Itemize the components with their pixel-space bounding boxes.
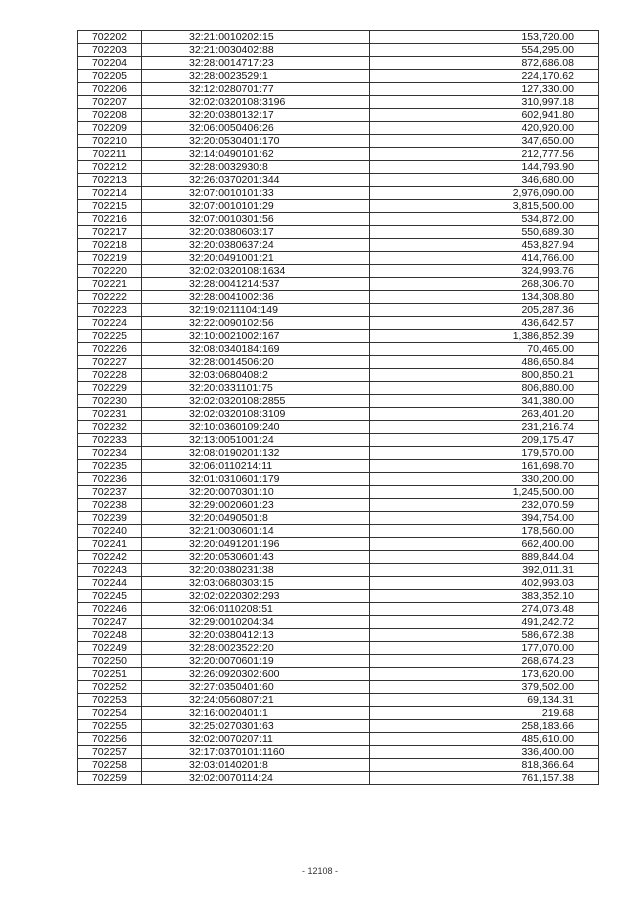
value-cell: 662,400.00 [370, 538, 599, 551]
table-row [78, 330, 599, 343]
cadastral-number-cell: 32:20:0491001:21 [142, 252, 370, 265]
table-row [78, 187, 599, 200]
record-id-cell: 702202 [78, 31, 142, 44]
record-id-cell: 702247 [78, 616, 142, 629]
record-id-cell: 702254 [78, 707, 142, 720]
value-cell: 534,872.00 [370, 213, 599, 226]
value-cell: 379,502.00 [370, 681, 599, 694]
record-id-cell: 702206 [78, 83, 142, 96]
value-cell: 268,306.70 [370, 278, 599, 291]
value-cell: 173,620.00 [370, 668, 599, 681]
value-cell: 177,070.00 [370, 642, 599, 655]
table-row [78, 278, 599, 291]
cadastral-number-cell: 32:28:0014506:20 [142, 356, 370, 369]
record-id-cell: 702255 [78, 720, 142, 733]
cadastral-number-cell: 32:02:0320108:2855 [142, 395, 370, 408]
cadastral-number-cell: 32:03:0680303:15 [142, 577, 370, 590]
cadastral-number-cell: 32:20:0380231:38 [142, 564, 370, 577]
record-id-cell: 702228 [78, 369, 142, 382]
table-row [78, 486, 599, 499]
registry-table-body [78, 31, 599, 785]
value-cell: 178,560.00 [370, 525, 599, 538]
record-id-cell: 702213 [78, 174, 142, 187]
table-row [78, 109, 599, 122]
value-cell: 1,245,500.00 [370, 486, 599, 499]
cadastral-number-cell: 32:22:0090102:56 [142, 317, 370, 330]
record-id-cell: 702226 [78, 343, 142, 356]
value-cell: 550,689.30 [370, 226, 599, 239]
table-row [78, 512, 599, 525]
cadastral-number-cell: 32:08:0190201:132 [142, 447, 370, 460]
value-cell: 453,827.94 [370, 239, 599, 252]
record-id-cell: 702232 [78, 421, 142, 434]
table-row [78, 616, 599, 629]
table-row [78, 434, 599, 447]
record-id-cell: 702250 [78, 655, 142, 668]
table-row [78, 304, 599, 317]
cadastral-number-cell: 32:02:0320108:3109 [142, 408, 370, 421]
value-cell: 554,295.00 [370, 44, 599, 57]
cadastral-number-cell: 32:28:0014717:23 [142, 57, 370, 70]
record-id-cell: 702236 [78, 473, 142, 486]
table-row [78, 96, 599, 109]
table-row [78, 720, 599, 733]
value-cell: 392,011.31 [370, 564, 599, 577]
cadastral-number-cell: 32:21:0030402:88 [142, 44, 370, 57]
value-cell: 127,330.00 [370, 83, 599, 96]
table-row [78, 174, 599, 187]
table-row [78, 733, 599, 746]
cadastral-number-cell: 32:29:0010204:34 [142, 616, 370, 629]
table-row [78, 200, 599, 213]
record-id-cell: 702259 [78, 772, 142, 785]
record-id-cell: 702230 [78, 395, 142, 408]
record-id-cell: 702220 [78, 265, 142, 278]
cadastral-number-cell: 32:28:0032930:8 [142, 161, 370, 174]
value-cell: 70,465.00 [370, 343, 599, 356]
cadastral-number-cell: 32:13:0051001:24 [142, 434, 370, 447]
cadastral-number-cell: 32:02:0070207:11 [142, 733, 370, 746]
value-cell: 414,766.00 [370, 252, 599, 265]
cadastral-number-cell: 32:06:0110208:51 [142, 603, 370, 616]
record-id-cell: 702253 [78, 694, 142, 707]
record-id-cell: 702207 [78, 96, 142, 109]
cadastral-number-cell: 32:29:0020601:23 [142, 499, 370, 512]
table-row [78, 395, 599, 408]
record-id-cell: 702219 [78, 252, 142, 265]
table-row [78, 408, 599, 421]
cadastral-number-cell: 32:20:0490501:8 [142, 512, 370, 525]
value-cell: 394,754.00 [370, 512, 599, 525]
cadastral-number-cell: 32:07:0010101:33 [142, 187, 370, 200]
value-cell: 818,366.64 [370, 759, 599, 772]
table-row [78, 499, 599, 512]
value-cell: 231,216.74 [370, 421, 599, 434]
table-row [78, 213, 599, 226]
table-row [78, 421, 599, 434]
value-cell: 153,720.00 [370, 31, 599, 44]
cadastral-number-cell: 32:20:0380132:17 [142, 109, 370, 122]
record-id-cell: 702216 [78, 213, 142, 226]
value-cell: 324,993.76 [370, 265, 599, 278]
value-cell: 336,400.00 [370, 746, 599, 759]
value-cell: 1,386,852.39 [370, 330, 599, 343]
value-cell: 212,777.56 [370, 148, 599, 161]
value-cell: 69,134.31 [370, 694, 599, 707]
cadastral-number-cell: 32:19:0211104:149 [142, 304, 370, 317]
table-row [78, 668, 599, 681]
cadastral-number-cell: 32:20:0380637:24 [142, 239, 370, 252]
value-cell: 258,183.66 [370, 720, 599, 733]
value-cell: 209,175.47 [370, 434, 599, 447]
cadastral-number-cell: 32:27:0350401:60 [142, 681, 370, 694]
table-row [78, 265, 599, 278]
value-cell: 224,170.62 [370, 70, 599, 83]
record-id-cell: 702231 [78, 408, 142, 421]
table-row [78, 226, 599, 239]
record-id-cell: 702242 [78, 551, 142, 564]
table-row [78, 759, 599, 772]
table-row [78, 551, 599, 564]
value-cell: 420,920.00 [370, 122, 599, 135]
record-id-cell: 702249 [78, 642, 142, 655]
cadastral-number-cell: 32:02:0320108:3196 [142, 96, 370, 109]
table-row [78, 629, 599, 642]
record-id-cell: 702239 [78, 512, 142, 525]
value-cell: 134,308.80 [370, 291, 599, 304]
value-cell: 872,686.08 [370, 57, 599, 70]
cadastral-number-cell: 32:20:0070601:19 [142, 655, 370, 668]
table-row [78, 525, 599, 538]
value-cell: 219.68 [370, 707, 599, 720]
cadastral-number-cell: 32:24:0560807:21 [142, 694, 370, 707]
cadastral-number-cell: 32:03:0140201:8 [142, 759, 370, 772]
cadastral-number-cell: 32:10:0360109:240 [142, 421, 370, 434]
record-id-cell: 702203 [78, 44, 142, 57]
record-id-cell: 702246 [78, 603, 142, 616]
record-id-cell: 702237 [78, 486, 142, 499]
value-cell: 383,352.10 [370, 590, 599, 603]
cadastral-number-cell: 32:20:0530601:43 [142, 551, 370, 564]
table-row [78, 707, 599, 720]
table-row [78, 161, 599, 174]
table-row [78, 772, 599, 785]
value-cell: 232,070.59 [370, 499, 599, 512]
value-cell: 330,200.00 [370, 473, 599, 486]
record-id-cell: 702210 [78, 135, 142, 148]
cadastral-number-cell: 32:21:0010202:15 [142, 31, 370, 44]
table-row [78, 642, 599, 655]
record-id-cell: 702224 [78, 317, 142, 330]
table-row [78, 603, 599, 616]
table-row [78, 746, 599, 759]
value-cell: 274,073.48 [370, 603, 599, 616]
value-cell: 436,642.57 [370, 317, 599, 330]
value-cell: 602,941.80 [370, 109, 599, 122]
value-cell: 346,680.00 [370, 174, 599, 187]
record-id-cell: 702212 [78, 161, 142, 174]
table-row [78, 681, 599, 694]
record-id-cell: 702225 [78, 330, 142, 343]
cadastral-number-cell: 32:26:0370201:344 [142, 174, 370, 187]
record-id-cell: 702252 [78, 681, 142, 694]
table-row [78, 590, 599, 603]
record-id-cell: 702233 [78, 434, 142, 447]
table-row [78, 83, 599, 96]
value-cell: 310,997.18 [370, 96, 599, 109]
table-row [78, 70, 599, 83]
cadastral-number-cell: 32:20:0331101:75 [142, 382, 370, 395]
table-row [78, 44, 599, 57]
table-row [78, 447, 599, 460]
table-row [78, 655, 599, 668]
record-id-cell: 702217 [78, 226, 142, 239]
cadastral-number-cell: 32:20:0380603:17 [142, 226, 370, 239]
cadastral-number-cell: 32:10:0021002:167 [142, 330, 370, 343]
record-id-cell: 702251 [78, 668, 142, 681]
cadastral-number-cell: 32:01:0310601:179 [142, 473, 370, 486]
record-id-cell: 702209 [78, 122, 142, 135]
table-row [78, 460, 599, 473]
record-id-cell: 702245 [78, 590, 142, 603]
table-row [78, 473, 599, 486]
value-cell: 161,698.70 [370, 460, 599, 473]
record-id-cell: 702221 [78, 278, 142, 291]
table-row [78, 538, 599, 551]
value-cell: 491,242.72 [370, 616, 599, 629]
cadastral-number-cell: 32:17:0370101:1160 [142, 746, 370, 759]
record-id-cell: 702238 [78, 499, 142, 512]
table-row [78, 252, 599, 265]
value-cell: 341,380.00 [370, 395, 599, 408]
table-row [78, 382, 599, 395]
table-row [78, 356, 599, 369]
record-id-cell: 702205 [78, 70, 142, 83]
record-id-cell: 702257 [78, 746, 142, 759]
cadastral-number-cell: 32:28:0041214:537 [142, 278, 370, 291]
record-id-cell: 702241 [78, 538, 142, 551]
record-id-cell: 702248 [78, 629, 142, 642]
table-row [78, 577, 599, 590]
record-id-cell: 702208 [78, 109, 142, 122]
cadastral-number-cell: 32:06:0050406:26 [142, 122, 370, 135]
cadastral-number-cell: 32:28:0023529:1 [142, 70, 370, 83]
cadastral-number-cell: 32:21:0030601:14 [142, 525, 370, 538]
table-row [78, 31, 599, 44]
value-cell: 3,815,500.00 [370, 200, 599, 213]
record-id-cell: 702256 [78, 733, 142, 746]
table-row [78, 122, 599, 135]
record-id-cell: 702240 [78, 525, 142, 538]
record-id-cell: 702215 [78, 200, 142, 213]
value-cell: 485,610.00 [370, 733, 599, 746]
record-id-cell: 702214 [78, 187, 142, 200]
cadastral-number-cell: 32:20:0070301:10 [142, 486, 370, 499]
record-id-cell: 702227 [78, 356, 142, 369]
table-row [78, 343, 599, 356]
value-cell: 144,793.90 [370, 161, 599, 174]
value-cell: 402,993.03 [370, 577, 599, 590]
record-id-cell: 702204 [78, 57, 142, 70]
value-cell: 268,674.23 [370, 655, 599, 668]
cadastral-number-cell: 32:08:0340184:169 [142, 343, 370, 356]
record-id-cell: 702218 [78, 239, 142, 252]
table-row [78, 57, 599, 70]
table-row [78, 564, 599, 577]
value-cell: 806,880.00 [370, 382, 599, 395]
cadastral-number-cell: 32:07:0010101:29 [142, 200, 370, 213]
table-row [78, 239, 599, 252]
cadastral-number-cell: 32:16:0020401:1 [142, 707, 370, 720]
table-row [78, 369, 599, 382]
cadastral-number-cell: 32:12:0280701:77 [142, 83, 370, 96]
value-cell: 347,650.00 [370, 135, 599, 148]
cadastral-number-cell: 32:07:0010301:56 [142, 213, 370, 226]
value-cell: 486,650.84 [370, 356, 599, 369]
cadastral-number-cell: 32:28:0041002:36 [142, 291, 370, 304]
value-cell: 263,401.20 [370, 408, 599, 421]
record-id-cell: 702222 [78, 291, 142, 304]
cadastral-number-cell: 32:02:0070114:24 [142, 772, 370, 785]
record-id-cell: 702244 [78, 577, 142, 590]
value-cell: 586,672.38 [370, 629, 599, 642]
cadastral-number-cell: 32:02:0320108:1634 [142, 265, 370, 278]
table-row [78, 317, 599, 330]
registry-table [77, 30, 599, 785]
table-row [78, 291, 599, 304]
value-cell: 2,976,090.00 [370, 187, 599, 200]
cadastral-number-cell: 32:28:0023522:20 [142, 642, 370, 655]
cadastral-number-cell: 32:20:0530401:170 [142, 135, 370, 148]
table-row [78, 694, 599, 707]
record-id-cell: 702235 [78, 460, 142, 473]
cadastral-number-cell: 32:20:0491201:196 [142, 538, 370, 551]
cadastral-number-cell: 32:26:0920302:600 [142, 668, 370, 681]
record-id-cell: 702211 [78, 148, 142, 161]
cadastral-number-cell: 32:25:0270301:63 [142, 720, 370, 733]
value-cell: 179,570.00 [370, 447, 599, 460]
table-row [78, 135, 599, 148]
cadastral-number-cell: 32:20:0380412:13 [142, 629, 370, 642]
record-id-cell: 702234 [78, 447, 142, 460]
value-cell: 761,157.38 [370, 772, 599, 785]
value-cell: 205,287.36 [370, 304, 599, 317]
value-cell: 889,844.04 [370, 551, 599, 564]
table-row [78, 148, 599, 161]
cadastral-number-cell: 32:06:0110214:11 [142, 460, 370, 473]
page-number: - 12108 - [301, 866, 339, 876]
value-cell: 800,850.21 [370, 369, 599, 382]
record-id-cell: 702243 [78, 564, 142, 577]
cadastral-number-cell: 32:02:0220302:293 [142, 590, 370, 603]
cadastral-number-cell: 32:03:0680408:2 [142, 369, 370, 382]
cadastral-number-cell: 32:14:0490101:62 [142, 148, 370, 161]
record-id-cell: 702229 [78, 382, 142, 395]
record-id-cell: 702258 [78, 759, 142, 772]
record-id-cell: 702223 [78, 304, 142, 317]
